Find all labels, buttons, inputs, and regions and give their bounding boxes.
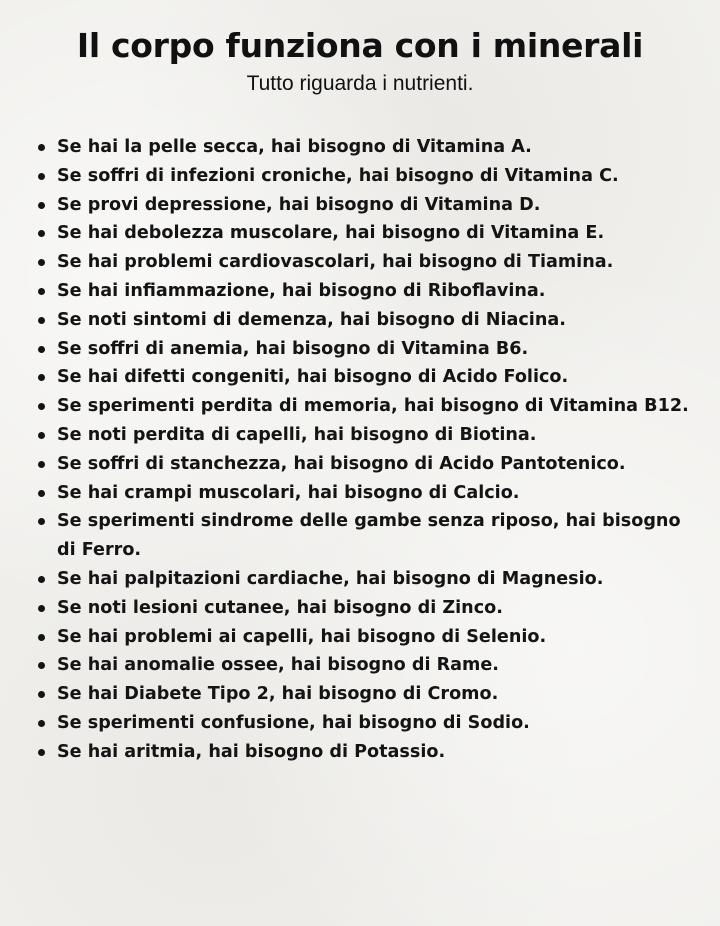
list-item: Se hai problemi cardiovascolari, hai bisogno di Tiamina. — [34, 248, 698, 277]
list-item: Se sperimenti sindrome delle gambe senza riposo, hai bisogno di Ferro. — [34, 507, 698, 565]
nutrient-list — [34, 133, 698, 767]
list-item: Se noti lesioni cutanee, hai bisogno di Zinco. — [34, 594, 698, 623]
list-item: Se provi depressione, hai bisogno di Vitamina D. — [34, 191, 698, 220]
list-item: Se sperimenti confusione, hai bisogno di Sodio. — [34, 709, 698, 738]
list-item: Se hai aritmia, hai bisogno di Potassio. — [34, 738, 698, 767]
list-item: Se hai crampi muscolari, hai bisogno di Calcio. — [34, 479, 698, 508]
list-item: Se hai la pelle secca, hai bisogno di Vitamina A. — [34, 133, 698, 162]
page-title: Il corpo funziona con i minerali — [76, 26, 644, 65]
list-item: Se hai Diabete Tipo 2, hai bisogno di Cromo. — [34, 680, 698, 709]
list-item: Se sperimenti perdita di memoria, hai bisogno di Vitamina B12. — [34, 392, 698, 421]
list-item: Se soffri di stanchezza, hai bisogno di Acido Pantotenico. — [34, 450, 698, 479]
page-subtitle: Tutto riguarda i nutrienti. — [246, 72, 474, 95]
list-item: Se hai palpitazioni cardiache, hai bisogno di Magnesio. — [34, 565, 698, 594]
list-item: Se hai anomalie ossee, hai bisogno di Rame. — [34, 651, 698, 680]
list-item: Se soffri di infezioni croniche, hai bisogno di Vitamina C. — [34, 162, 698, 191]
list-item: Se hai infiammazione, hai bisogno di Riboflavina. — [34, 277, 698, 306]
list-item: Se noti sintomi di demenza, hai bisogno di Niacina. — [34, 306, 698, 335]
list-item: Se hai difetti congeniti, hai bisogno di Acido Folico. — [34, 363, 698, 392]
list-item: Se hai debolezza muscolare, hai bisogno di Vitamina E. — [34, 219, 698, 248]
list-item: Se soffri di anemia, hai bisogno di Vitamina B6. — [34, 335, 698, 364]
list-item: Se hai problemi ai capelli, hai bisogno di Selenio. — [34, 623, 698, 652]
list-item: Se noti perdita di capelli, hai bisogno di Biotina. — [34, 421, 698, 450]
